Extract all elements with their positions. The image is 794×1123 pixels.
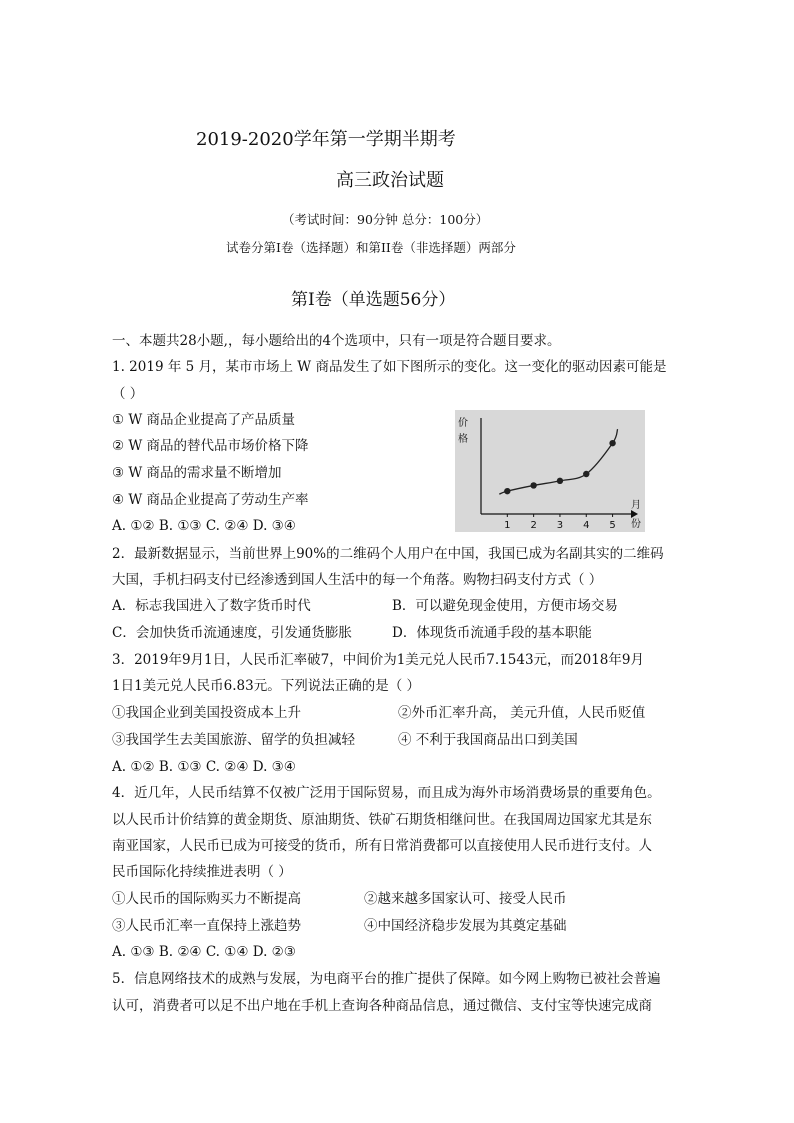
y-axis-label-2: 格 [458,434,468,445]
x-tick-label-2: 2 [530,520,537,531]
q4-stem-line1: 4．近几年，人民币结算不仅被广泛用于国际贸易，而且成为海外市场消费场景的重要角色。 [112,785,661,801]
exam-info: （考试时间：90分钟 总分：100分） [282,212,489,227]
q4-answers: A. ①③ B. ②④ C. ①④ D. ②③ [112,944,296,960]
q3-stem-line2: 1日1美元兑人民币6.83元。下列说法正确的是（ ） [112,678,421,694]
section-instruction: 一、本题共28小题,，每小题给出的4个选项中，只有一项是符合题目要求。 [112,333,561,349]
q3-option-1: ①我国企业到美国投资成本上升 [112,705,301,721]
q1-option-3: ③ W 商品的需求量不断增加 [112,465,282,481]
q2-stem-line2: 大国，手机扫码支付已经渗透到国人生活中的每一个角落。购物扫码支付方式（ ） [112,572,603,588]
q4-stem-line2: 以人民币计价结算的黄金期货、原油期货、铁矿石期货相继问世。在我国周边国家尤其是东 [112,812,652,828]
q2-option-b: B．可以避免现金使用，方便市场交易 [392,598,618,614]
q2-option-a: A．标志我国进入了数字货币时代 [112,598,311,614]
exam-subject: 高三政治试题 [336,170,444,191]
q4-stem-line3: 南亚国家，人民币已成为可接受的货币，所有日常消费都可以直接使用人民币进行支付。人 [112,838,652,854]
q1-stem-line1: 1. 2019 年 5 月，某市市场上 W 商品发生了如下图所示的变化。这一变化的驱动因素可能是 [112,359,667,375]
q1-option-4: ④ W 商品企业提高了劳动生产率 [112,492,309,508]
q3-option-3: ③我国学生去美国旅游、留学的负担减轻 [112,732,355,748]
q2-option-c: C．会加快货币流通速度，引发通货膨胀 [112,625,352,641]
y-axis-label-1: 价 [458,418,468,429]
q4-option-2: ②越来越多国家认可、接受人民币 [364,891,567,907]
data-point-1 [504,488,510,494]
q4-option-3: ③人民币汇率一直保持上涨趋势 [112,918,301,934]
paper-note: 试卷分第Ⅰ卷（选择题）和第II卷（非选择题）两部分 [226,240,516,255]
x-axis-label-2: 份 [631,519,641,530]
q3-answers: A. ①② B. ①③ C. ②④ D. ③④ [112,759,296,775]
q3-option-4: ④ 不利于我国商品出口到美国 [398,732,578,748]
q4-option-4: ④中国经济稳步发展为其奠定基础 [364,918,567,934]
x-tick-label-4: 4 [583,520,590,531]
data-point-3 [557,478,563,484]
q3-stem-line1: 3．2019年9月1日，人民币汇率破7，中间价为1美元兑人民币7.1543元，而2018年9月 [112,652,644,668]
q5-stem-line1: 5．信息网络技术的成熟与发展，为电商平台的推广提供了保障。如今网上购物已被社会普遍 [112,971,661,987]
x-axis-label-1: 月 [631,500,641,511]
section-title: 第Ⅰ卷（单选题56分） [291,290,456,310]
q2-option-d: D．体现货币流通手段的基本职能 [392,625,592,641]
q2-stem-line1: 2．最新数据显示，当前世界上90%的二维码个人用户在中国，我国已成为名副其实的二维码 [112,546,664,562]
x-tick-label-5: 5 [609,520,616,531]
q1-option-2: ② W 商品的替代品市场价格下降 [112,438,309,454]
q1-stem-line2: （ ） [112,386,144,402]
x-tick-label-1: 1 [504,520,511,531]
q4-option-1: ①人民币的国际购买力不断提高 [112,891,301,907]
q3-option-2: ②外币汇率升高， 美元升值，人民币贬值 [398,705,646,721]
q1-answers: A. ①② B. ①③ C. ②④ D. ③④ [112,518,296,534]
data-point-5 [609,440,615,446]
price-chart [455,410,645,532]
q1-option-1: ① W 商品企业提高了产品质量 [112,412,296,428]
data-point-2 [530,482,536,488]
exam-title: 2019-2020学年第一学期半期考 [196,129,456,150]
q4-stem-line4: 民币国际化持续推进表明（ ） [112,864,292,880]
x-tick-label-3: 3 [556,520,564,531]
q5-stem-line2: 认可，消费者可以足不出户地在手机上查询各种商品信息，通过微信、支付宝等快速完成商 [112,998,652,1014]
data-point-4 [583,471,589,477]
